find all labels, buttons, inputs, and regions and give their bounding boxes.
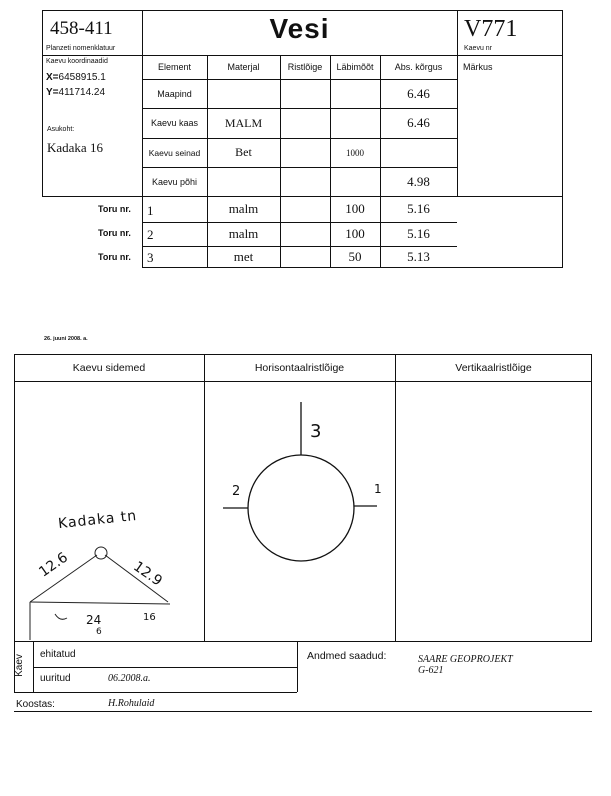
horizontal-section-drawing: [205, 382, 394, 641]
built-label: ehitatud: [40, 649, 76, 660]
location-label: Asukoht:: [47, 126, 75, 133]
row-abs-height: 6.46: [407, 115, 430, 130]
pipe-1-label: 1: [374, 482, 382, 496]
sketch-street-label: Kadaka tn: [57, 507, 138, 533]
pipe-abs-height: 5.13: [407, 249, 430, 264]
row-material: Bet: [235, 145, 252, 159]
row-material: MALM: [224, 115, 263, 130]
col-header-abs-height: Abs. kõrgus: [394, 62, 443, 72]
col-header-material: Materjal: [227, 62, 260, 72]
section-connections: Kaevu sidemed: [72, 361, 146, 374]
pipe-material: met: [233, 249, 254, 264]
well-id: V771: [464, 16, 518, 42]
well-label: Kaev: [13, 654, 25, 677]
row-element: Kaevu põhi: [151, 176, 198, 187]
surveyed-value: 06.2008.a.: [108, 673, 151, 684]
surveyed-label: uuritud: [40, 673, 71, 684]
pipe-material: malm: [228, 201, 259, 216]
sketch-number-6: 6: [96, 627, 102, 637]
page-title: Vesi: [269, 13, 330, 44]
pipe-material: malm: [228, 226, 259, 241]
pipe-abs-height: 5.16: [407, 201, 430, 216]
pipe-2-label: 2: [232, 484, 241, 499]
section-vertical: Vertikaalristlõige: [455, 361, 532, 374]
sheet-label: Planzeti nomenklatuur: [46, 45, 116, 52]
pipe-diameter: 50: [348, 249, 362, 264]
col-header-diameter: Läbimõõt: [336, 62, 374, 72]
pipe-label: Toru nr.: [98, 204, 131, 214]
author-label: Koostas:: [16, 699, 55, 710]
x-coordinate: [46, 72, 106, 83]
sketch-number-24: 24: [86, 613, 102, 627]
sketch-distance-right: 12.9: [130, 558, 165, 590]
pipe-nr: 2: [147, 227, 154, 242]
data-source-line2: G-621: [418, 665, 444, 676]
col-header-cross-section: Ristlõige: [287, 62, 323, 72]
row-diameter: 1000: [346, 147, 364, 158]
x-value: 6458915.1: [58, 72, 106, 83]
y-value: 411714.24: [58, 87, 106, 98]
pipe-diameter: 100: [345, 226, 365, 241]
sketch-distance-left: 12.6: [36, 549, 71, 581]
location-value: Kadaka 16: [47, 140, 103, 155]
pipe-label: Toru nr.: [98, 252, 131, 262]
well-id-label: Kaevu nr: [464, 45, 493, 52]
pipe-diameter: 100: [345, 201, 365, 216]
sheet-number: 458-411: [50, 18, 113, 39]
x-label: X=: [46, 72, 59, 83]
date-note: 26. juuni 2008. a.: [44, 336, 88, 342]
row-element: Kaevu kaas: [150, 118, 199, 128]
data-source-line1: SAARE GEOPROJEKT: [418, 654, 513, 665]
row-element: Maapind: [157, 88, 192, 99]
coords-label: Kaevu koordinaadid: [46, 58, 108, 65]
y-label: Y=: [46, 87, 59, 98]
sketch-number-16: 16: [143, 612, 156, 623]
col-header-notes: Märkus: [463, 62, 493, 72]
row-abs-height: 4.98: [407, 173, 430, 189]
row-element: Kaevu seinad: [148, 147, 201, 158]
pipe-3-label: 3: [310, 421, 322, 442]
pipe-label: Toru nr.: [98, 228, 131, 238]
author-value: H.Rohulaid: [108, 698, 155, 709]
well-circle: [248, 455, 354, 561]
row-abs-height: 6.46: [407, 85, 430, 101]
col-header-element: Element: [157, 62, 192, 72]
pipe-nr: 1: [147, 203, 154, 218]
pipe-nr: 3: [147, 250, 154, 265]
pipe-abs-height: 5.16: [407, 226, 430, 241]
y-coordinate: [46, 87, 105, 98]
data-source-label: Andmed saadud:: [307, 650, 387, 662]
section-horizontal: Horisontaalristlõige: [254, 361, 345, 374]
